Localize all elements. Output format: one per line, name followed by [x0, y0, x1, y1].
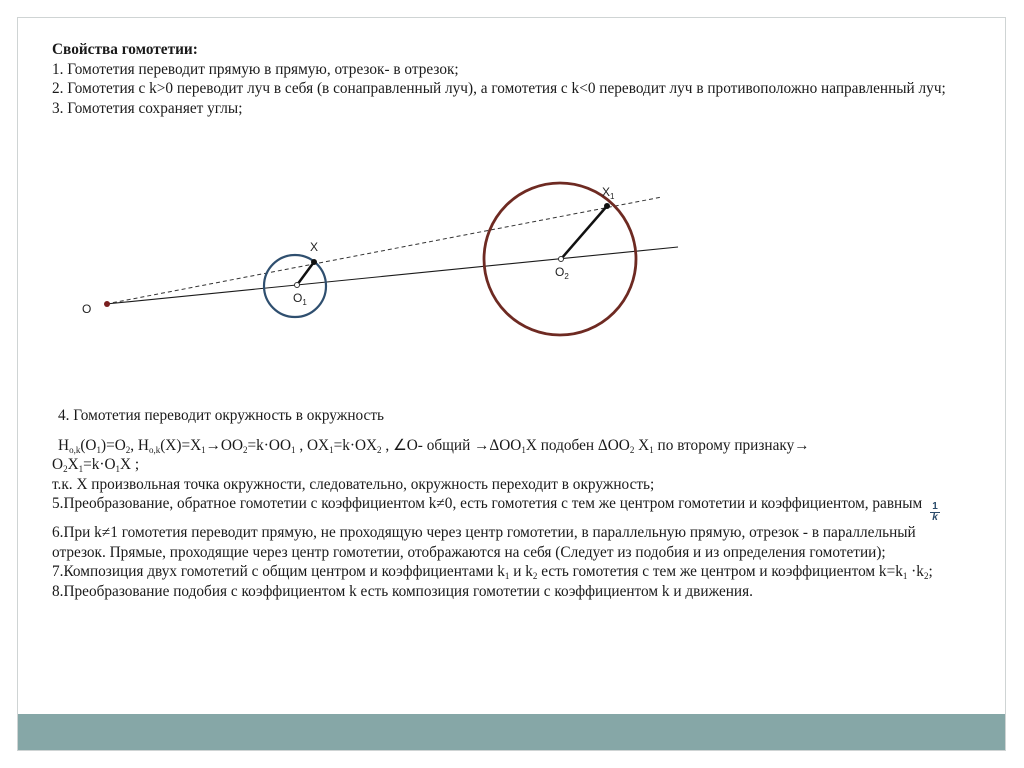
label-x: X: [310, 240, 319, 254]
property-7: 7.Композиция двух гомотетий с общим центром и коэффициентами $k_1$ и $k_2$ есть гомотетия с тем же центром и коэффициентом $k=k_1 \cdot k_2$;: [52, 563, 933, 581]
formula-line-1: $H_{o,k}(O_1)=O_2$, $H_{o,k}(X)=X_1\to OO_2=k\cdot OO_1$ , $OX_1=k\cdot OX_2$ , ∠O- общий $\to\Delta OO_1X$ подобен $\Delta OO_2$ $X_1$ по второму признаку→: [58, 436, 810, 455]
property-6: 6.При k≠1 гомотетия переводит прямую, не проходящую через центр гомотетии, в параллельную прямую, отрезок - в параллельный отрезок. Прямые, проходящие через центр гомотетии, отображаются на себя (Следует из подобия и из определения гомотетии);: [52, 524, 916, 561]
main-line: [106, 247, 678, 304]
conclusion-text: т.к. X произвольная точка окружности, следовательно, окружность переходит в окружность;: [52, 475, 655, 493]
dashed-ray: [106, 197, 662, 304]
point-o2: [559, 257, 564, 262]
point-o: [104, 301, 110, 307]
property-3: 3. Гомотетия сохраняет углы;: [52, 99, 243, 117]
point-x1: [604, 203, 610, 209]
property-1: 1. Гомотетия переводит прямую в прямую, отрезок- в отрезок;: [52, 60, 459, 78]
radius-o2x1: [561, 206, 607, 259]
properties-body: [52, 406, 952, 601]
label-o1: O1: [293, 291, 307, 307]
point-x: [311, 259, 317, 265]
page-title: Свойства гомотетии:: [52, 41, 198, 58]
label-o: O: [82, 302, 92, 316]
property-2: 2. Гомотетия с k>0 переводит луч в себя (в сонаправленный луч), а гомотетия с k<0 переводит луч в противоположно направленный луч;: [52, 80, 946, 97]
point-o1: [295, 283, 300, 288]
slide: [17, 17, 1006, 751]
property-4: 4. Гомотетия переводит окружность в окружность: [58, 407, 384, 424]
label-x1: X1: [602, 185, 615, 201]
label-o2: O2: [555, 265, 569, 281]
formula-line-2: $O_2X_1=k\cdot O_1X$ ;: [52, 456, 140, 474]
footer-bar: [18, 714, 1005, 750]
property-5: 5.Преобразование, обратное гомотетии с коэффициентом k≠0, есть гомотетия с тем же центром гомотетии и коэффициентом, равным $\frac{1}{k}$: [52, 495, 938, 523]
property-8: 8.Преобразование подобия с коэффициентом k есть композиция гомотетии с коэффициентом k и движения.: [52, 582, 753, 600]
fraction-one-over-k: $\frac{1}{k}$: [932, 501, 938, 523]
homothety-figure: [18, 18, 1006, 418]
